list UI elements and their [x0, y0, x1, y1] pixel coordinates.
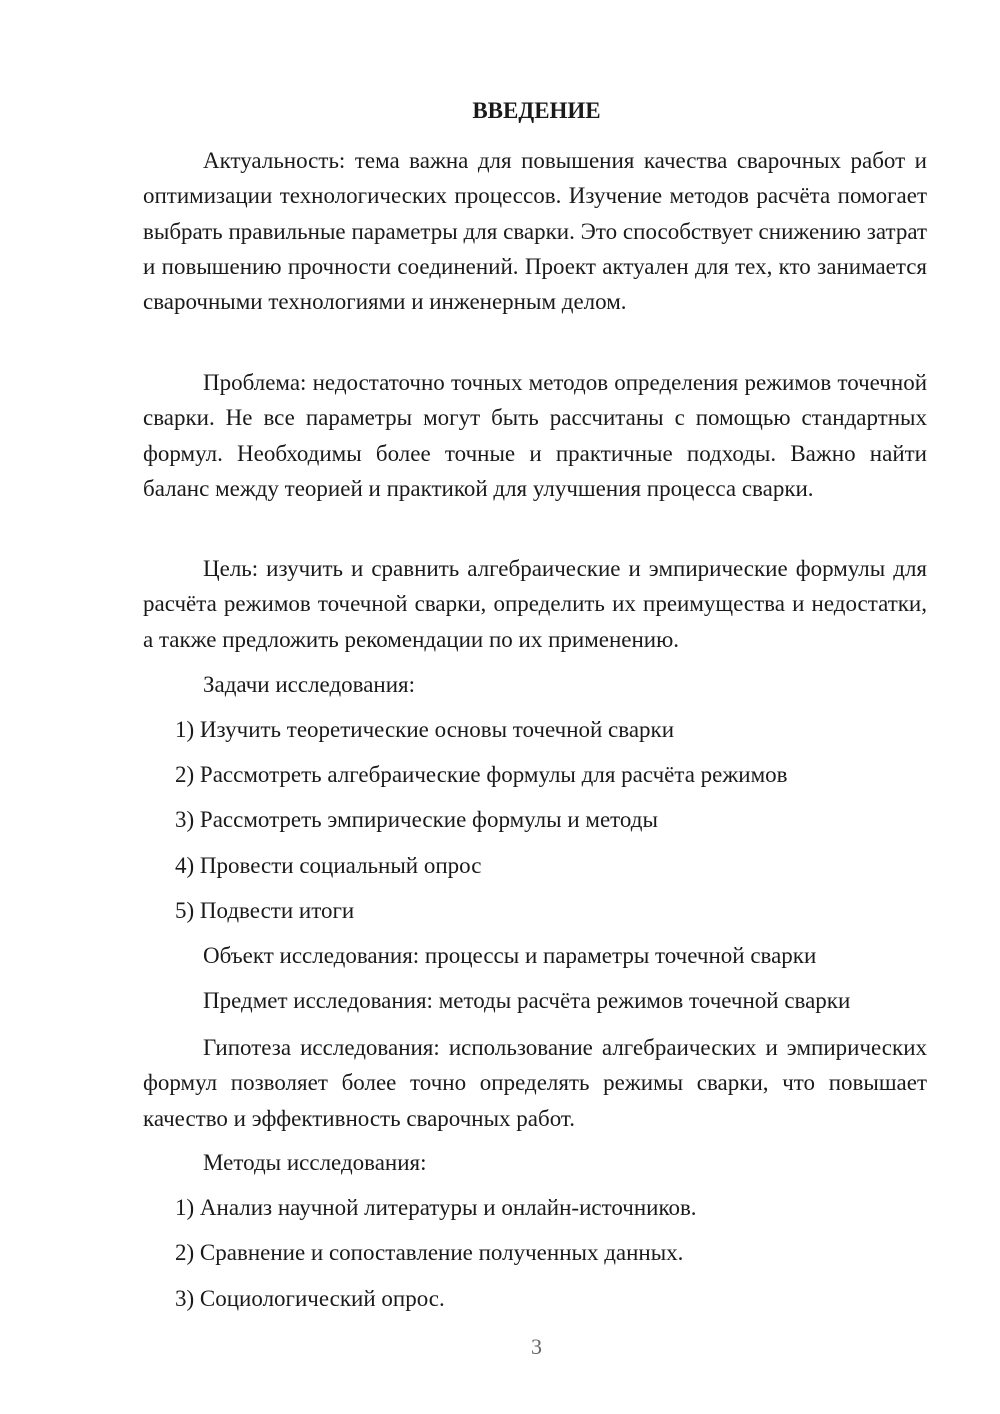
task-item: 1) Изучить теоретические основы точечной сварки — [175, 717, 675, 742]
paragraph-goal: Цель: изучить и сравнить алгебраические и эмпирические формулы для расчёта режимов точечной сварки, определить их преимущества и недостатки, а также предложить рекомендации по их применению. — [143, 556, 927, 652]
task-item: 3) Рассмотреть эмпирические формулы и методы — [175, 807, 658, 832]
method-item: 2) Сравнение и сопоставление полученных данных. — [175, 1240, 684, 1265]
task-item: 5) Подвести итоги — [175, 898, 355, 923]
method-item: 1) Анализ научной литературы и онлайн-источников. — [175, 1195, 697, 1220]
paragraph-problem: Проблема: недостаточно точных методов определения режимов точечной сварки. Не все параметры могут быть рассчитаны с помощью стандартных формул. Необходимы более точные и практичные подходы. Важно найти баланс между теорией и практикой для улучшения процесса сварки. — [143, 370, 927, 501]
paragraph-hypothesis: Гипотеза исследования: использование алгебраических и эмпирических формул позволяет более точно определять режимы сварки, что повышает качество и эффективность сварочных работ. — [143, 1035, 927, 1131]
method-item: 3) Социологический опрос. — [175, 1286, 445, 1311]
task-item: 2) Рассмотреть алгебраические формулы для расчёта режимов — [175, 762, 788, 787]
methods-heading: Методы исследования: — [203, 1150, 427, 1175]
tasks-heading: Задачи исследования: — [203, 672, 416, 697]
page-title: ВВЕДЕНИЕ — [472, 98, 601, 123]
page-number: 3 — [531, 1334, 542, 1359]
research-object: Объект исследования: процессы и параметры точечной сварки — [203, 943, 817, 968]
research-subject: Предмет исследования: методы расчёта режимов точечной сварки — [203, 988, 851, 1013]
paragraph-relevance: Актуальность: тема важна для повышения качества сварочных работ и оптимизации технологических процессов. Изучение методов расчёта помогает выбрать правильные параметры для сварки. Это способствует снижению затрат и повышению прочности соединений. Проект актуален для тех, кто занимается сварочными технологиями и инженерным делом. — [143, 148, 927, 315]
task-item: 4) Провести социальный опрос — [175, 853, 482, 878]
